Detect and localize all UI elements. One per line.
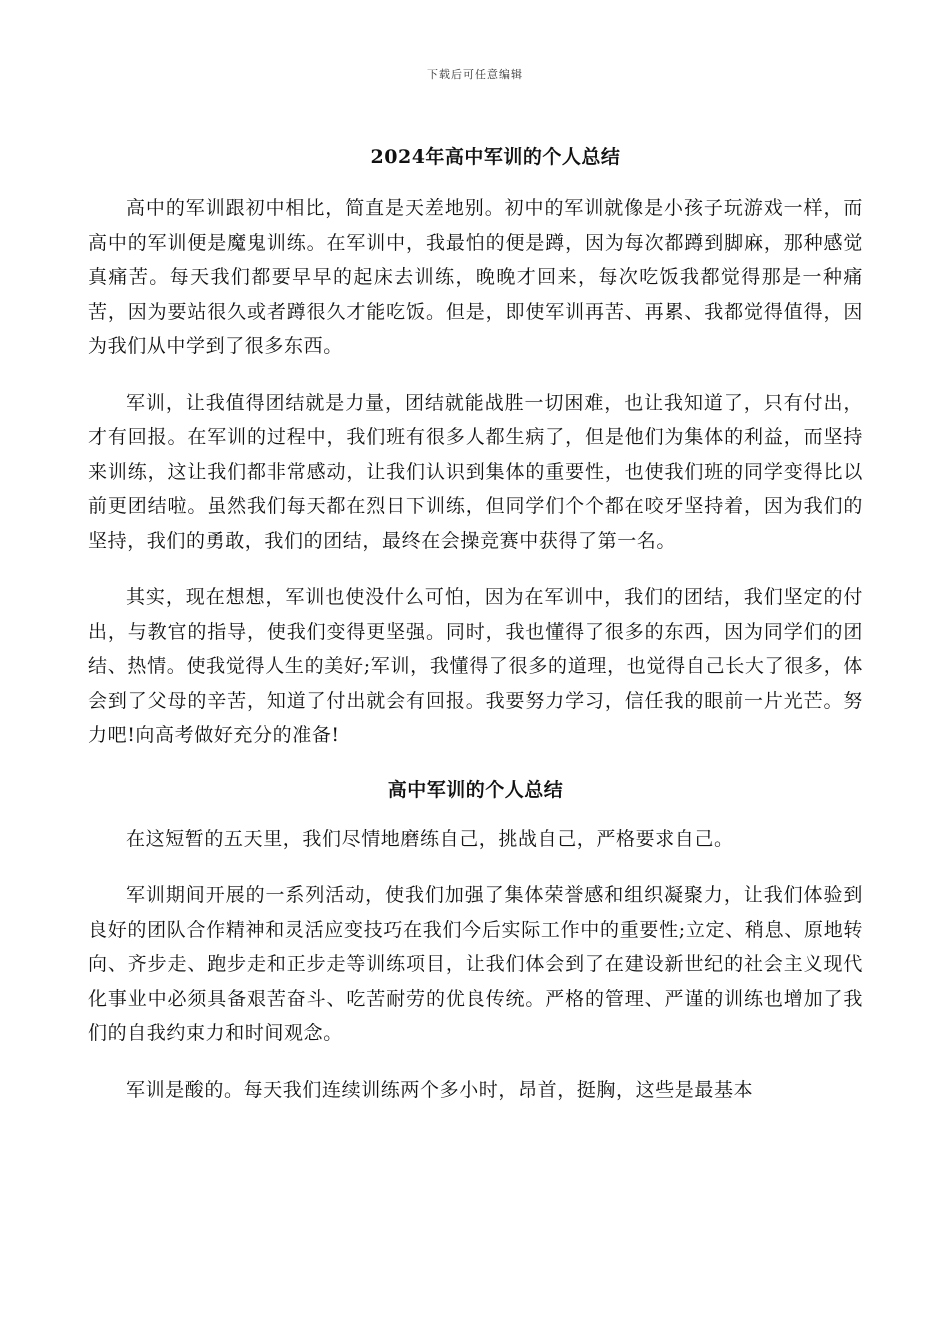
section-heading: 高中军训的个人总结 <box>387 778 564 801</box>
paragraph: 军训期间开展的一系列活动，使我们加强了集体荣誉感和组织凝聚力，让我们体验到良好的团队合作精神和灵活应变技巧在我们今后实际工作中的重要性;立定、稍息、原地转向、齐步走、跑步走和正步走等训练项目，让我们体会到了在建设新世纪的社会主义现代化事业中必须具备艰苦奋斗、吃苦耐劳的优良传统。严格的管理、严谨的训练也增加了我们的自我约束力和时间观念。 <box>88 884 863 1044</box>
document-body <box>88 142 863 1129</box>
paragraph: 高中的军训跟初中相比，简直是天差地别。初中的军训就像是小孩子玩游戏一样，而高中的军训便是魔鬼训练。在军训中，我最怕的便是蹲，因为每次都蹲到脚麻，那种感觉真痛苦。每天我们都要早早的起床去训练，晚晚才回来，每次吃饭我都觉得那是一种痛苦，因为要站很久或者蹲很久才能吃饭。但是，即使军训再苦、再累、我都觉得值得，因为我们从中学到了很多东西。 <box>88 197 863 357</box>
paragraph: 军训是酸的。每天我们连续训练两个多小时，昂首，挺胸，这些是最基本 <box>126 1078 754 1101</box>
paragraph: 其实，现在想想，军训也使没什么可怕，因为在军训中，我们的团结，我们坚定的付出，与教官的指导，使我们变得更坚强。同时，我也懂得了很多的东西，因为同学们的团结、热情。使我觉得人生的美好;军训，我懂得了很多的道理，也觉得自己长大了很多，体会到了父母的辛苦，知道了付出就会有回报。我要努力学习，信任我的眼前一片光芒。努力吧!向高考做好充分的准备! <box>88 586 863 746</box>
paragraph: 军训，让我值得团结就是力量，团结就能战胜一切困难，也让我知道了，只有付出，才有回报。在军训的过程中，我们班有很多人都生病了，但是他们为集体的利益，而坚持来训练，这让我们都非常感动，让我们认识到集体的重要性，也使我们班的同学变得比以前更团结啦。虽然我们每天都在烈日下训练，但同学们个个都在咬牙坚持着，因为我们的坚持，我们的勇敢，我们的团结，最终在会操竞赛中获得了第一名。 <box>88 391 863 552</box>
paragraph: 在这短暂的五天里，我们尽情地磨练自己，挑战自己，严格要求自己。 <box>126 827 734 850</box>
header-note: 下载后可任意编辑 <box>427 68 523 81</box>
document-title: 2024年高中军训的个人总结 <box>370 146 621 168</box>
